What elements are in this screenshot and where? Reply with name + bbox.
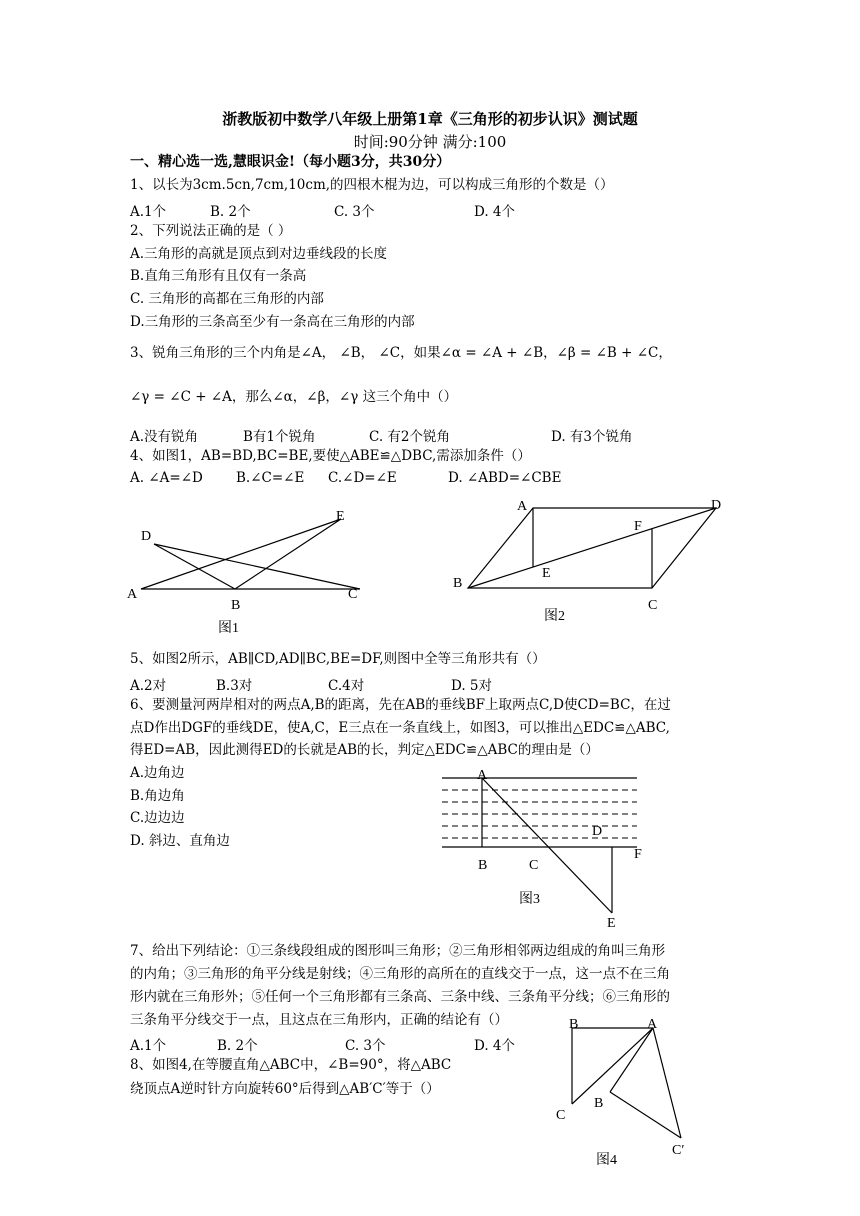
question-8-stem-line-1: 8、如图4,在等腰直角△ABC中，∠B=90°，将△ABC — [130, 1057, 452, 1073]
figure-1 — [110, 495, 380, 645]
question-7-option-a: A.1个 — [130, 1038, 167, 1054]
question-3-option-a: A.没有锐角 — [130, 429, 199, 445]
question-7-option-d: D. 4个 — [474, 1038, 516, 1054]
figure-1-label-c: C — [348, 587, 358, 602]
figure-2-label-a: A — [517, 499, 528, 514]
page-subtitle: 时间:90分钟 满分:100 — [353, 133, 507, 151]
page-title: 浙教版初中数学八年级上册第1章《三角形的初步认识》测试题 — [222, 110, 638, 128]
question-2-stem: 2、下列说法正确的是（ ） — [130, 223, 292, 239]
figure-2-caption: 图2 — [544, 609, 565, 624]
question-1-option-c: C. 3个 — [334, 204, 375, 220]
figure-1-label-a: A — [127, 587, 138, 602]
question-6-option-b: B.角边角 — [130, 788, 185, 804]
section-heading: 一、精心选一选,慧眼识金!（每小题3分，共30分） — [130, 154, 451, 170]
question-1-stem: 1、以长为3cm.5cn,7cm,10cm,的四根木棍为边，可以构成三角形的个数是（） — [130, 177, 614, 193]
question-5-option-c: C.4对 — [328, 678, 365, 694]
figure-4-label-c: C — [556, 1108, 566, 1123]
question-2-option-d: D.三角形的三条高至少有一条高在三角形的内部 — [130, 314, 415, 330]
question-4-option-d: D. ∠ABD=∠CBE — [448, 470, 562, 486]
figure-2-label-b: B — [453, 576, 463, 591]
question-1-option-a: A.1个 — [130, 204, 167, 220]
figure-2 — [445, 492, 735, 632]
figure-4 — [548, 1012, 718, 1172]
question-7-stem-line-1: 7、给出下列结论：①三条线段组成的图形叫三角形；②三角形相邻两边组成的角叫三角形 — [130, 943, 666, 959]
figure-1-label-b: B — [231, 598, 241, 613]
question-1-option-d: D. 4个 — [474, 204, 516, 220]
figure-3 — [432, 763, 672, 933]
figure-2-label-c: C — [648, 598, 658, 613]
question-6-stem-line-3: 得ED=AB，因此测得ED的长就是AB的长，判定△EDC≌△ABC的理由是（） — [130, 742, 599, 758]
figure-4-label-b: B — [569, 1017, 579, 1032]
question-4-stem: 4、如图1，AB=BD,BC=BE,要使△ABE≌△DBC,需添加条件（） — [130, 448, 531, 464]
question-6-stem-line-2: 点D作出DGF的垂线DE，使A,C，E三点在一条直线上，如图3，可以推出△EDC≌△ABC, — [130, 720, 670, 736]
question-5-option-d: D. 5对 — [451, 678, 493, 694]
question-6-option-a: A.边角边 — [130, 765, 185, 781]
question-7-stem-line-3: 形内就在三角形外；⑤任何一个三角形都有三条高、三条中线、三条角平分线；⑥三角形的 — [130, 989, 670, 1005]
figure-4-caption: 图4 — [596, 1153, 617, 1168]
figure-1-caption: 图1 — [218, 621, 239, 636]
question-7-stem-line-2: 的内角；③三角形的角平分线是射线；④三角形的高所在的直线交于一点，这一点不在三角 — [130, 966, 670, 982]
question-3-option-b: B有1个锐角 — [243, 429, 316, 445]
figure-4-label-b-prime: B — [594, 1096, 604, 1111]
question-1-option-b: B. 2个 — [210, 204, 251, 220]
figure-2-label-d: D — [711, 498, 722, 513]
question-3-stem-line-1: 3、锐角三角形的三个内角是∠A， ∠B， ∠C，如果∠α = ∠A + ∠B，∠β = ∠B + ∠C， — [130, 345, 672, 361]
question-7-stem-line-4: 三条角平分线交于一点，且这点在三角形内，正确的结论有（） — [130, 1012, 508, 1028]
figure-3-label-c: C — [529, 858, 539, 873]
question-4-option-b: B.∠C=∠E — [236, 470, 305, 486]
question-4-option-a: A. ∠A=∠D — [130, 470, 203, 486]
question-5-option-a: A.2对 — [130, 678, 167, 694]
figure-1-label-e: E — [336, 509, 345, 524]
question-3-option-c: C. 有2个锐角 — [369, 429, 451, 445]
figure-4-label-a: A — [647, 1017, 658, 1032]
question-6-option-c: C.边边边 — [130, 810, 185, 826]
question-6-option-d: D. 斜边、直角边 — [130, 833, 230, 849]
question-2-option-c: C. 三角形的高都在三角形的内部 — [130, 291, 324, 307]
question-5-stem: 5、如图2所示，AB∥CD,AD∥BC,BE=DF,则图中全等三角形共有（） — [130, 651, 546, 667]
figure-4-label-c-prime: C′ — [672, 1143, 685, 1158]
figure-1-label-d: D — [141, 529, 152, 544]
figure-2-label-e: E — [542, 566, 551, 581]
figure-3-label-f: F — [634, 847, 642, 862]
figure-2-label-f: F — [634, 519, 642, 534]
question-2-option-b: B.直角三角形有且仅有一条高 — [130, 268, 307, 284]
question-6-stem-line-1: 6、要测量河两岸相对的两点A,B的距离，先在AB的垂线BF上取两点C,D使CD=BC，在过 — [130, 697, 671, 713]
figure-3-caption: 图3 — [519, 892, 540, 907]
question-7-option-b: B. 2个 — [217, 1038, 258, 1054]
figure-3-label-a: A — [477, 768, 488, 783]
question-7-option-c: C. 3个 — [345, 1038, 386, 1054]
question-2-option-a: A.三角形的高就是顶点到对边垂线段的长度 — [130, 246, 388, 262]
question-3-option-d: D. 有3个锐角 — [551, 429, 633, 445]
question-8-stem-line-2: 绕顶点A逆时针方向旋转60°后得到△AB′C′等于（） — [130, 1081, 440, 1097]
question-4-option-c: C.∠D=∠E — [328, 470, 397, 486]
question-3-stem-line-2: ∠γ = ∠C + ∠A，那么∠α，∠β，∠γ 这三个角中（） — [130, 389, 458, 405]
figure-3-label-e: E — [607, 916, 616, 931]
figure-3-label-b: B — [478, 858, 488, 873]
question-5-option-b: B.3对 — [216, 678, 253, 694]
figure-3-label-d: D — [592, 824, 603, 839]
